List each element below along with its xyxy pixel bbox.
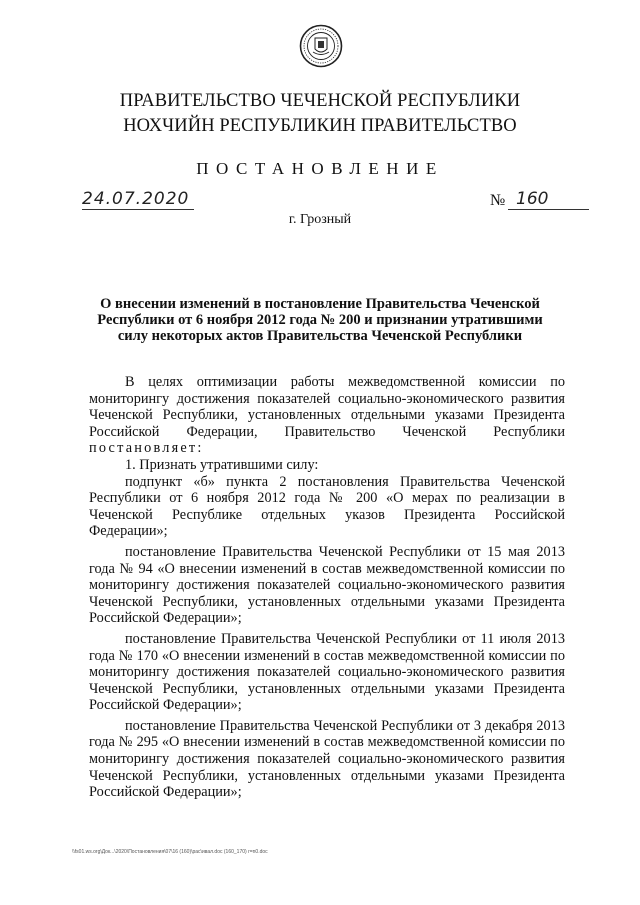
government-name-chechen: НОХЧИЙН РЕСПУБЛИКИН ПРАВИТЕЛЬСТВО	[123, 116, 517, 136]
government-name-russian: ПРАВИТЕЛЬСТВО ЧЕЧЕНСКОЙ РЕСПУБЛИКИ	[119, 91, 521, 111]
subitem-3: постановление Правительства Чеченской Республики от 11 июля 2013 года № 170 «О внесении изменений в состав межведомственной комиссии по мониторингу достижения показателей социально-экономического развития Чеченской Республики, установленных отдельными указами Президента Российской Федерации»;	[89, 630, 565, 714]
coat-of-arms-icon	[299, 24, 343, 68]
subitem-4: постановление Правительства Чеченской Республики от 3 декабря 2013 года № 295 «О внесении изменений в состав межведомственной комиссии по мониторингу достижения показателей социально-экономического развития Чеченской Республики, установленных отдельными указами Президента Российской Федерации»;	[89, 717, 565, 801]
resolves-word: постановляет:	[89, 440, 204, 457]
decree-number: 160	[508, 190, 589, 210]
city: г. Грозный	[288, 212, 352, 227]
file-path-footer: \\fs01.ws.org\Док...\2020\Постановления\07\16 (160)\рас\ивал.doc (160_170) r=n0.doc	[72, 849, 268, 855]
subitem-2: постановление Правительства Чеченской Республики от 15 мая 2013 года № 94 «О внесении изменений в состав межведомственной комиссии по мониторингу достижения показателей социально-экономического развития Чеченской Республики, установленных отдельными указами Президента Российской Федерации»;	[89, 543, 565, 627]
item-1: 1. Признать утратившими силу:	[125, 456, 319, 473]
document-body	[89, 374, 565, 801]
decree-date: 24.07.2020	[82, 190, 194, 210]
document-type: ПОСТАНОВЛЕНИЕ	[196, 159, 444, 178]
preamble-text: В целях оптимизации работы межведомственной комиссии по мониторингу достижения показателей социально-экономического развития Чеченской Республики, установленных отдельными указами Президента Российской Федерации, Правительство Чеченской Республики	[89, 374, 565, 440]
decree-number-label: №	[490, 192, 506, 209]
preamble-paragraph	[89, 374, 565, 457]
document-title: О внесении изменений в постановление Правительства Чеченской Республики от 6 ноября 2012 года № 200 и признании утратившими силу некоторых актов Правительства Чеченской Республики	[97, 296, 543, 344]
subitem-1: подпункт «б» пункта 2 постановления Правительства Чеченской Республики от 6 ноября 2012 года № 200 «О мерах по реализации в Чеченской Республике отдельных указов Президента Российской Федерации»;	[89, 473, 565, 540]
